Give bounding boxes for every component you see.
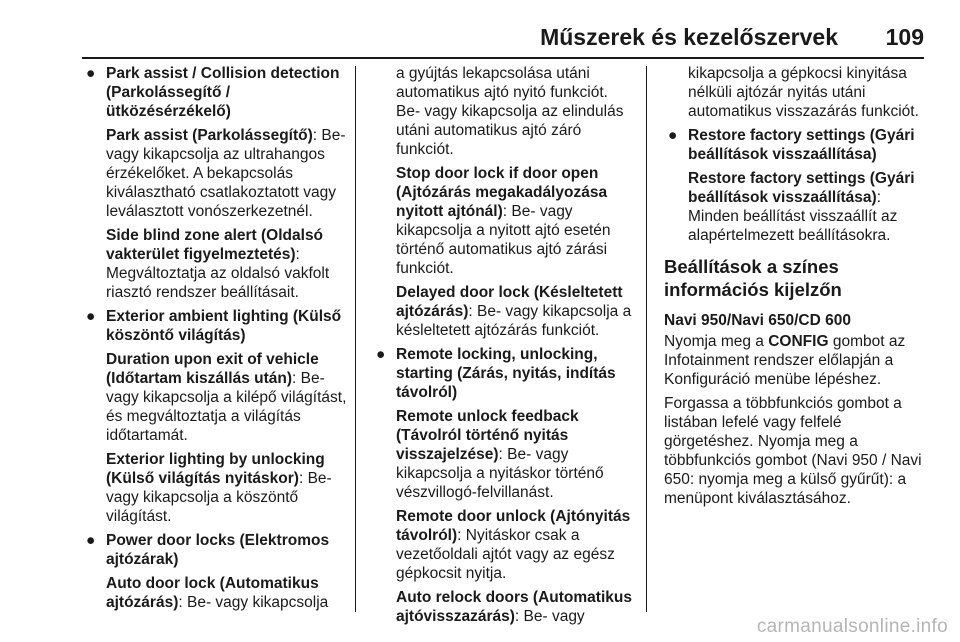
term: Auto door lock (Automatikus ajtózárás): [106, 575, 319, 611]
description: : Be- vagy kikapcsolja a nyitáskor történő vészvillogó-felvillanást.: [396, 446, 604, 501]
term: Auto relock doors (Automatikus ajtóvisszazárás): [396, 589, 632, 625]
term: Exterior lighting by unlocking (Külső világítás nyitáskor): [106, 451, 325, 487]
term: Remote unlock feedback (Távolról történő nyitás visszajelzése): [396, 408, 579, 463]
page-number: 109: [885, 24, 924, 50]
body-paragraph: Forgassa a többfunkciós gombot a listában lefelé vagy felfelé görgetéshez. Nyomja meg a többfunkciós gombot (Navi 950 / Navi 650: nyomja meg a külső gyűrűt): a menüpont kiválasztásához.: [664, 395, 922, 507]
item-paragraph: [396, 164, 634, 278]
watermark: carmanualsonline.info: [756, 616, 948, 637]
page-header: [0, 0, 960, 60]
list-item: [82, 64, 350, 302]
section-heading: Beállítások a színes információs kijelzőn: [664, 256, 842, 300]
item-paragraph: [396, 407, 634, 502]
description: : Be- vagy kikapcsolja a köszöntő világítást.: [106, 470, 332, 525]
continued-text: kikapcsolja a gépkocsi kinyitása nélküli ajtózár nyitás utáni automatikus visszazárás funkciót.: [688, 65, 919, 120]
term: Park assist (Parkolássegítő): [106, 127, 313, 144]
continued-block: [372, 64, 634, 340]
text-run: Nyomja meg a: [664, 333, 769, 350]
item-paragraph: [106, 226, 350, 302]
item-paragraph: [396, 507, 634, 583]
description: : Minden beállítást visszaállít az alapértelmezett beállításokra.: [688, 189, 898, 244]
bullet-icon: ●: [668, 127, 678, 144]
bullet-icon: ●: [86, 532, 96, 549]
column-2: [372, 64, 634, 631]
item-paragraph: [106, 450, 350, 526]
list-item: [372, 345, 634, 626]
header-rule: [82, 57, 924, 59]
item-paragraph: [106, 350, 350, 445]
section-subheading: Navi 950/Navi 650/CD 600: [664, 312, 851, 329]
text-run: gombot az Infotainment rendszer előlapján a Konfiguráció menübe lépéshez.: [664, 333, 906, 388]
item-paragraph: [396, 283, 634, 340]
config-button-label: CONFIG: [768, 333, 829, 350]
term: Remote door unlock (Ajtónyitás távolról): [396, 508, 631, 544]
description: : Be- vagy kikapcsolja a kilépő világítást, és megváltoztatja a világítás időtartamát.: [106, 370, 347, 444]
list-item: [664, 126, 926, 245]
list-item: [82, 531, 350, 612]
term: Restore factory settings (Gyári beállítások visszaállítása): [688, 170, 915, 206]
description: : Be- vagy kikapcsolja: [178, 594, 329, 611]
description: : Be- vagy kikapcsolja a nyitott ajtó esetén történő automatikus ajtó zárási funkciót.: [396, 203, 611, 277]
column-divider-1: [355, 66, 356, 612]
description: : Be- vagy kikapcsolja a késleltetett ajtózárás funkciót.: [396, 303, 632, 339]
item-paragraph: [396, 588, 634, 626]
term: Delayed door lock (Késleltetett ajtózárás): [396, 284, 623, 320]
item-title: Remote locking, unlocking, starting (Zárás, nyitás, indítás távolról): [396, 346, 616, 401]
description: : Be- vagy: [514, 608, 585, 625]
item-title: Power door locks (Elektromos ajtózárak): [106, 532, 330, 568]
item-title: Exterior ambient lighting (Külső köszöntő világítás): [106, 308, 342, 344]
item-paragraph: [106, 126, 350, 221]
body-paragraph: [664, 332, 926, 389]
continued-text: a gyújtás lekapcsolása utáni automatikus ajtó nyitó funkciót. Be- vagy kikapcsolja az elindulás utáni automatikus ajtó záró funkciót.: [396, 65, 624, 158]
bullet-icon: ●: [86, 65, 96, 82]
item-paragraph: [688, 169, 926, 245]
term: Duration upon exit of vehicle (Időtartam kiszállás után): [106, 351, 319, 387]
item-title: Restore factory settings (Gyári beállítások visszaállítása): [688, 127, 915, 163]
description: : Nyitáskor csak a vezetőoldali ajtót vagy az egész gépkocsit nyitja.: [396, 527, 615, 582]
item-paragraph: [106, 574, 350, 612]
term: Stop door lock if door open (Ajtózárás megakadályozása nyitott ajtónál): [396, 165, 608, 220]
page-title: Műszerek és kezelőszervek: [540, 24, 838, 50]
term: Side blind zone alert (Oldalsó vakterület figyelmeztetés): [106, 227, 324, 263]
bullet-icon: ●: [376, 346, 386, 363]
item-title: Park assist / Collision detection (Parkolássegítő / ütközésérzékelő): [106, 65, 340, 120]
description: : Be- vagy kikapcsolja az ultrahangos érzékelőket. A bekapcsolás kiválasztható csatlakoztatott vagy leválasztott vonószerkezetnél.: [106, 127, 346, 220]
bullet-icon: ●: [86, 308, 96, 325]
continued-block: [664, 64, 926, 121]
list-item: [82, 307, 350, 526]
column-3: [664, 64, 926, 513]
column-divider-2: [646, 66, 647, 612]
column-1: [82, 64, 350, 617]
description: : Megváltoztatja az oldalsó vakfolt riasztó rendszer beállításait.: [106, 246, 330, 301]
